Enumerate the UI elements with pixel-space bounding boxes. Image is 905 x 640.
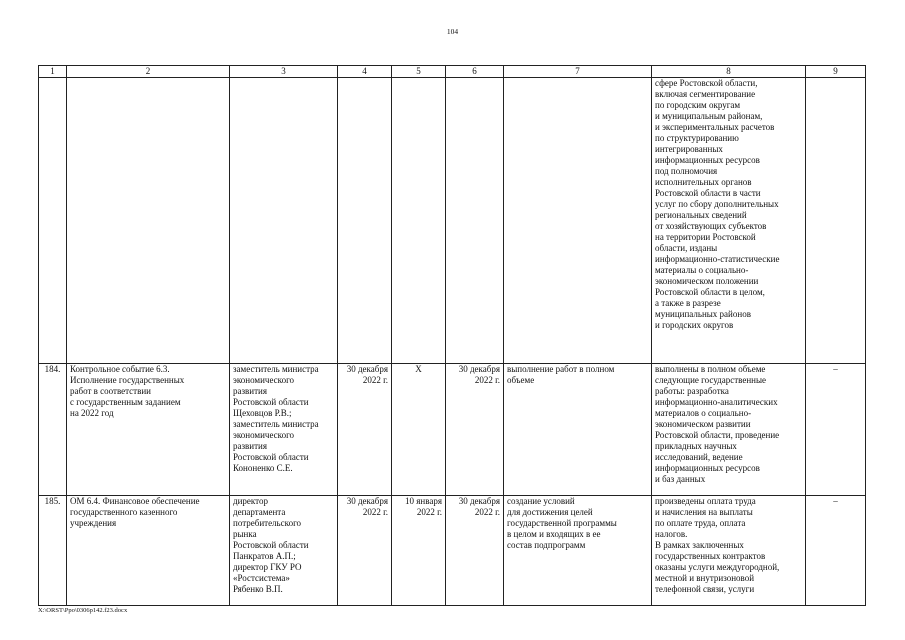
actual-result: сфере Ростовской области, включая сегментирование по городским округам и муниципальным районам, и экспериментальных расчетов по структурированию интегрированных информационных ресурсов под полномочия исполнительных органов Ростовской области в части услуг по сбору дополнительных региональных сведений от хозяйствующих субъектов на территории Ростовской области, изданы информационно-статистические материалы о социально- экономическом положении Ростовской области в целом, а также в разрезе муниципальных районов и городских округов <box>652 78 806 364</box>
col-header-9: 9 <box>806 66 866 78</box>
col-header-5: 5 <box>392 66 446 78</box>
actual-result: произведены оплата труда и начисления на выплаты по оплате труда, оплата налогов. В рамках заключенных государственных контрактов оказаны услуги междугородной, местной и внутризоновой телефонной связи, услуги <box>652 496 806 606</box>
event-name: ОМ 6.4. Финансовое обеспечение государственного казенного учреждения <box>67 496 230 606</box>
table-row <box>39 496 866 606</box>
table-row <box>39 78 866 364</box>
col-header-1: 1 <box>39 66 67 78</box>
expected-result <box>504 78 652 364</box>
actual-start-date <box>392 78 446 364</box>
row-number <box>39 78 67 364</box>
report-table <box>38 65 866 606</box>
file-path-footer: X:\ORST\Ppo\0306p142.f23.docx <box>38 607 128 614</box>
planned-start-date: 30 декабря 2022 г. <box>338 496 392 606</box>
col-header-2: 2 <box>67 66 230 78</box>
column-number-row <box>39 66 866 78</box>
responsible-person: заместитель министра экономического развития Ростовской области Щеховцов Р.В.; заместитель министра экономического развития Ростовской области Кононенко С.Е. <box>230 364 338 496</box>
col-header-7: 7 <box>504 66 652 78</box>
table-row <box>39 364 866 496</box>
responsible-person <box>230 78 338 364</box>
expected-result: создание условий для достижения целей государственной программы в целом и входящих в ее состав подпрограмм <box>504 496 652 606</box>
event-name <box>67 78 230 364</box>
col-header-4: 4 <box>338 66 392 78</box>
row-number: 185. <box>39 496 67 606</box>
row-number: 184. <box>39 364 67 496</box>
actual-start-date: Х <box>392 364 446 496</box>
expected-result: выполнение работ в полном объеме <box>504 364 652 496</box>
col-header-8: 8 <box>652 66 806 78</box>
planned-end-date: 30 декабря 2022 г. <box>446 364 504 496</box>
col-header-6: 6 <box>446 66 504 78</box>
actual-result: выполнены в полном объеме следующие государственные работы: разработка информационно-аналитических материалов о социально- экономическом развитии Ростовской области, проведение прикладных научных исследований, ведение информационных ресурсов и баз данных <box>652 364 806 496</box>
responsible-person: директор департамента потребительского рынка Ростовской области Панкратов А.П.; директор ГКУ РО «Ростсистема» Рябенко В.П. <box>230 496 338 606</box>
deviation-reasons <box>806 78 866 364</box>
planned-start-date <box>338 78 392 364</box>
planned-end-date <box>446 78 504 364</box>
col-header-3: 3 <box>230 66 338 78</box>
planned-start-date: 30 декабря 2022 г. <box>338 364 392 496</box>
planned-end-date: 30 декабря 2022 г. <box>446 496 504 606</box>
page-number: 104 <box>446 27 459 36</box>
actual-start-date: 10 января 2022 г. <box>392 496 446 606</box>
deviation-reasons: – <box>806 364 866 496</box>
event-name: Контрольное событие 6.3. Исполнение государственных работ в соответствии с государственным заданием на 2022 год <box>67 364 230 496</box>
deviation-reasons: – <box>806 496 866 606</box>
